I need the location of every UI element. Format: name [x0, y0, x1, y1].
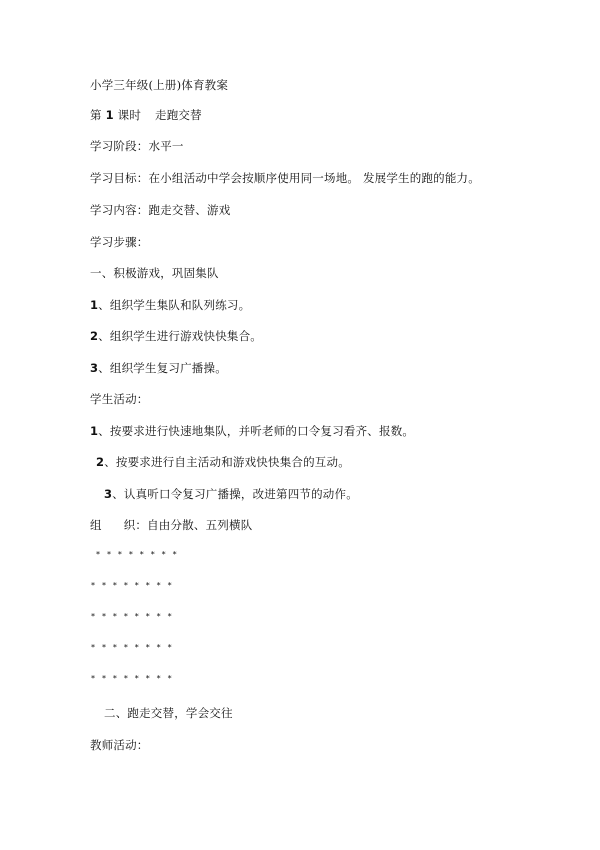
- item-text: 、按要求进行自主活动和游戏快快集合的互动。: [104, 455, 350, 469]
- steps-heading: 学习步骤：: [90, 235, 149, 249]
- organization-label-b: 织：自由分散、五列横队: [123, 518, 253, 532]
- lesson-topic: 走跑交替: [155, 108, 202, 122]
- section2-heading: 二、跑走交替，学会交往: [104, 706, 233, 720]
- student-item: [90, 424, 414, 438]
- learning-content: 学习内容：跑走交替、游戏: [90, 203, 231, 217]
- item-text: 、按要求进行快速地集队，并听老师的口令复习看齐、报数。: [98, 424, 415, 438]
- student-item: [96, 455, 350, 469]
- section1-heading: 一、积极游戏，巩固集队: [90, 266, 219, 280]
- item-text: 、组织学生复习广播操。: [98, 361, 227, 375]
- lesson-line: [90, 108, 202, 122]
- item-number: 2: [90, 329, 99, 343]
- item-text: 、组织学生集队和队列练习。: [98, 298, 251, 312]
- organization-line: [90, 518, 252, 532]
- lesson-number-prefix: 第: [90, 108, 102, 122]
- item-number: 2: [96, 455, 105, 469]
- lesson-number-suffix: 课时: [117, 108, 142, 122]
- student-item: [104, 487, 358, 501]
- item-text: 、认真听口令复习广播操，改进第四节的动作。: [112, 487, 358, 501]
- learning-goal: 学习目标：在小组活动中学会按顺序使用同一场地。 发展学生的跑的能力。: [90, 171, 480, 185]
- section1-item: [90, 329, 262, 343]
- formation-row: * * * * * * * *: [91, 674, 174, 683]
- student-activity-heading: 学生活动：: [90, 392, 149, 406]
- item-number: 1: [90, 424, 99, 438]
- item-number: 3: [104, 487, 113, 501]
- section1-item: [90, 298, 250, 312]
- lesson-number: 1: [105, 108, 114, 122]
- document-title: 小学三年级(上册)体育教案: [90, 78, 229, 92]
- item-text: 、组织学生进行游戏快快集合。: [98, 329, 263, 343]
- learning-stage: 学习阶段：水平一: [90, 139, 184, 153]
- formation-row: * * * * * * * *: [91, 612, 174, 621]
- organization-label-a: 组: [90, 518, 102, 532]
- teacher-activity-heading: 教师活动：: [90, 738, 149, 752]
- section1-item: [90, 361, 227, 375]
- item-number: 3: [90, 361, 99, 375]
- item-number: 1: [90, 298, 99, 312]
- formation-row: * * * * * * * *: [91, 581, 174, 590]
- formation-row: * * * * * * * *: [96, 550, 179, 559]
- formation-row: * * * * * * * *: [91, 643, 174, 652]
